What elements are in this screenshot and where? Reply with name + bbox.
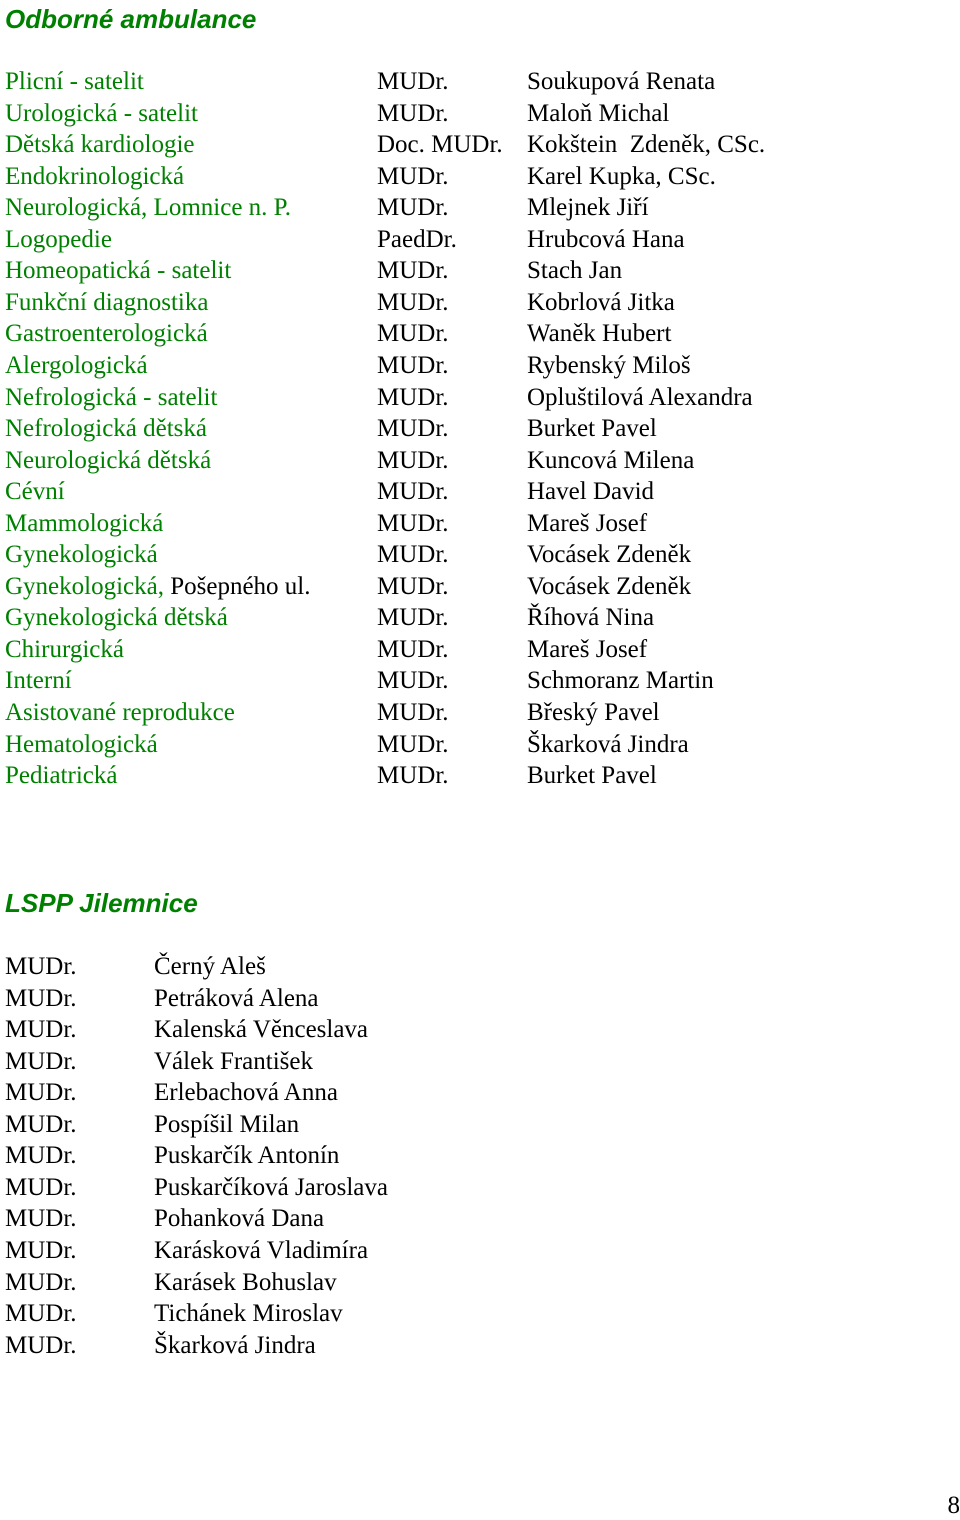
department-name: Alergologická xyxy=(5,351,148,379)
table-row xyxy=(0,697,960,729)
department-name: Hematologická xyxy=(5,730,158,758)
table-row xyxy=(0,571,960,603)
department-name: Cévní xyxy=(5,478,65,506)
table-row xyxy=(0,98,960,130)
doctor-name: Puskarčík Antonín xyxy=(154,1142,340,1170)
list-item xyxy=(0,1046,960,1078)
doctor-name: Burket Pavel xyxy=(527,762,657,790)
department-name: Gynekologická, Pošepného ul. xyxy=(5,572,311,600)
table-row xyxy=(0,129,960,161)
doctor-title: MUDr. xyxy=(377,99,449,127)
department-name: Gastroenterologická xyxy=(5,320,208,348)
doctor-name: Karásková Vladimíra xyxy=(154,1236,369,1264)
doctor-title: MUDr. xyxy=(377,730,449,758)
doctor-title: MUDr. xyxy=(377,762,449,790)
list-item xyxy=(0,1172,960,1204)
doctor-name: Mareš Josef xyxy=(527,509,648,537)
table-row xyxy=(0,287,960,319)
doctor-title: MUDr. xyxy=(5,1236,77,1264)
doctor-title: MUDr. xyxy=(377,257,449,285)
doctor-name: Říhová Nina xyxy=(527,604,655,632)
table-row xyxy=(0,445,960,477)
list-item xyxy=(0,951,960,983)
table-row xyxy=(0,255,960,287)
doctor-title: MUDr. xyxy=(377,541,449,569)
department-name: Neurologická, Lomnice n. P. xyxy=(5,194,292,222)
doctor-name: Soukupová Renata xyxy=(527,68,716,95)
table-row xyxy=(0,539,960,571)
doctor-name: Kuncová Milena xyxy=(527,446,695,474)
department-name: Nefrologická dětská xyxy=(5,415,208,443)
table-row xyxy=(0,634,960,666)
doctor-name: Pospíšil Milan xyxy=(154,1110,300,1138)
list-item xyxy=(0,1267,960,1299)
department-name: Mammologická xyxy=(5,509,164,537)
section-title-odborne-ambulance: Odborné ambulance xyxy=(5,4,257,34)
doctor-name: Karel Kupka, CSc. xyxy=(527,162,716,190)
doctor-name: Stach Jan xyxy=(527,257,623,285)
doctor-title: MUDr. xyxy=(5,1300,77,1328)
doctor-name: Černý Aleš xyxy=(154,953,266,980)
doctor-name: Vocásek Zdeněk xyxy=(527,541,692,569)
doctor-name: Opluštilová Alexandra xyxy=(527,383,753,411)
doctor-name: Karásek Bohuslav xyxy=(154,1268,337,1296)
doctor-title: MUDr. xyxy=(5,1110,77,1138)
doctor-name: Burket Pavel xyxy=(527,415,657,443)
doctor-title: MUDr. xyxy=(377,509,449,537)
list-item xyxy=(0,1203,960,1235)
doctor-title: MUDr. xyxy=(5,1331,77,1359)
doctor-name: Erlebachová Anna xyxy=(154,1079,338,1107)
doctor-title: MUDr. xyxy=(377,446,449,474)
department-name: Neurologická dětská xyxy=(5,446,212,474)
doctor-title: MUDr. xyxy=(377,351,449,379)
table-row xyxy=(0,350,960,382)
list-item xyxy=(0,1077,960,1109)
department-name: Interní xyxy=(5,667,72,695)
table-row xyxy=(0,602,960,634)
department-location: Pošepného ul. xyxy=(163,572,311,600)
doctor-title: MUDr. xyxy=(377,162,449,190)
list-item xyxy=(0,1109,960,1141)
department-name: Asistované reprodukce xyxy=(5,699,235,726)
doctor-title: MUDr. xyxy=(5,1205,77,1233)
doctor-name: Škarková Jindra xyxy=(154,1331,316,1359)
department-name: Urologická - satelit xyxy=(5,99,198,127)
doctor-name: Mlejnek Jiří xyxy=(527,194,649,222)
table-row xyxy=(0,413,960,445)
table-row xyxy=(0,729,960,761)
doctor-title: MUDr. xyxy=(5,1268,77,1296)
doctor-title: MUDr. xyxy=(377,699,449,726)
doctor-name: Maloň Michal xyxy=(527,99,670,127)
doctor-title: MUDr. xyxy=(377,194,449,222)
department-name: Funkční diagnostika xyxy=(5,288,209,316)
doctor-title: Doc. MUDr. xyxy=(377,131,503,159)
list-item xyxy=(0,1235,960,1267)
doctor-name: Petráková Alena xyxy=(154,984,319,1012)
table-row xyxy=(0,66,960,98)
page-number: 8 xyxy=(947,1492,960,1519)
table-row xyxy=(0,760,960,792)
table-row xyxy=(0,161,960,193)
doctor-title: MUDr. xyxy=(5,1016,77,1044)
list-item xyxy=(0,1298,960,1330)
doctor-title: MUDr. xyxy=(5,953,77,980)
doctor-name: Tichánek Miroslav xyxy=(154,1300,343,1328)
list-item xyxy=(0,1330,960,1362)
doctor-name: Puskarčíková Jaroslava xyxy=(154,1173,388,1201)
doctor-title: MUDr. xyxy=(5,1173,77,1201)
doctor-name: Rybenský Miloš xyxy=(527,351,691,379)
doctor-title: MUDr. xyxy=(377,68,449,95)
doctor-name: Schmoranz Martin xyxy=(527,667,714,695)
doctor-title: MUDr. xyxy=(377,572,449,600)
department-name: Pediatrická xyxy=(5,762,118,790)
doctor-name: Břeský Pavel xyxy=(527,699,660,726)
doctor-name: Kalenská Věnceslava xyxy=(154,1016,369,1044)
doctor-name: Hrubcová Hana xyxy=(527,225,685,253)
table-row xyxy=(0,382,960,414)
doctor-title: MUDr. xyxy=(377,415,449,443)
department-name: Nefrologická - satelit xyxy=(5,383,218,411)
department-name: Gynekologická xyxy=(5,541,158,569)
table-row xyxy=(0,665,960,697)
table-row xyxy=(0,224,960,256)
doctor-title: MUDr. xyxy=(377,320,449,348)
doctor-name: Škarková Jindra xyxy=(527,730,689,758)
doctor-title: MUDr. xyxy=(377,478,449,506)
doctor-name: Kokštein Zdeněk, CSc. xyxy=(527,131,766,159)
table-row xyxy=(0,476,960,508)
list-item xyxy=(0,1140,960,1172)
doctor-name: Waněk Hubert xyxy=(527,320,672,348)
doctor-title: PaedDr. xyxy=(377,225,457,253)
doctor-title: MUDr. xyxy=(377,667,449,695)
section-title-lspp: LSPP Jilemnice xyxy=(5,888,198,918)
department-name: Homeopatická - satelit xyxy=(5,257,232,285)
doctor-name: Válek František xyxy=(154,1047,313,1075)
doctor-title: MUDr. xyxy=(5,1079,77,1107)
doctor-title: MUDr. xyxy=(5,1047,77,1075)
doctor-name: Kobrlová Jitka xyxy=(527,288,675,316)
doctor-title: MUDr. xyxy=(377,383,449,411)
doctor-name: Havel David xyxy=(527,478,655,506)
list-item xyxy=(0,983,960,1015)
doctor-name: Vocásek Zdeněk xyxy=(527,572,692,600)
table-row xyxy=(0,192,960,224)
department-name: Gynekologická dětská xyxy=(5,604,228,632)
doctor-title: MUDr. xyxy=(377,635,449,663)
department-name: Plicní - satelit xyxy=(5,68,144,95)
doctor-title: MUDr. xyxy=(5,984,77,1012)
department-name: Endokrinologická xyxy=(5,162,185,190)
table-row xyxy=(0,318,960,350)
doctor-name: Pohanková Dana xyxy=(154,1205,325,1233)
department-name: Chirurgická xyxy=(5,635,124,663)
doctor-name: Mareš Josef xyxy=(527,635,648,663)
table-row xyxy=(0,508,960,540)
doctor-title: MUDr. xyxy=(377,288,449,316)
doctor-title: MUDr. xyxy=(5,1142,77,1170)
department-name: Logopedie xyxy=(5,225,112,253)
doctor-title: MUDr. xyxy=(377,604,449,632)
list-item xyxy=(0,1014,960,1046)
department-name: Dětská kardiologie xyxy=(5,131,195,159)
